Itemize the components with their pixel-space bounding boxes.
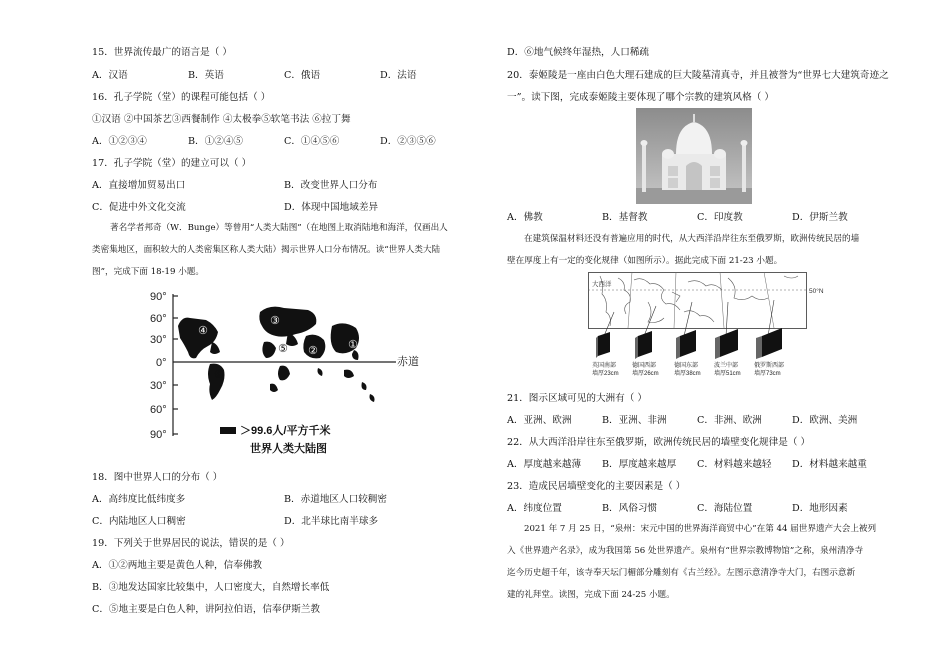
lat-label-90n: 90° [150,291,167,303]
q20-stem-line2: 一”。读下图，完成泰姬陵主要体现了哪个宗教的建筑风格（ ） [507,92,774,103]
intro-21-23-line1: 在建筑保温材料还没有普遍应用的时代，从大西洋沿岸往东至俄罗斯，欧洲传统民居的墙 [524,234,860,244]
q20-option-c[interactable]: C．印度教 [697,212,743,223]
q23-option-c[interactable]: C．海陆位置 [697,503,753,514]
q17-stem: 17．孔子学院（堂）的建立可以（ ） [92,158,252,169]
q15-option-a[interactable]: A．汉语 [92,70,128,81]
q22-option-d[interactable]: D．材料越来越重 [792,459,867,470]
legend-label: ＞99.6人/平方千米 [240,425,331,437]
q17-option-a[interactable]: A．直接增加贸易出口 [92,180,186,191]
region-number-1: ① [348,338,358,351]
q20-option-a[interactable]: A．佛教 [507,212,543,223]
q19-stem: 19．下列关于世界居民的说法，错误的是（ ） [92,538,290,549]
q20-option-d[interactable]: D．伊斯兰教 [792,212,848,223]
q18-option-b[interactable]: B．赤道地区人口较稠密 [284,494,387,505]
q16-items: ①汉语 ②中国茶艺③西餐制作 ④太极拳⑤软笔书法 ⑥拉丁舞 [92,114,351,125]
q16-stem: 16．孔子学院（堂）的课程可能包括（ ） [92,92,271,103]
q15-stem: 15．世界流传最广的语言是（ ） [92,47,232,58]
latitude-label: 50°N [809,288,824,295]
q21-option-a[interactable]: A．亚洲、欧洲 [507,415,572,426]
q16-option-d[interactable]: D．②③⑤⑥ [380,136,436,147]
q18-option-d[interactable]: D．北半球比南半球多 [284,516,379,527]
wall-thickness-germany-east: 墙厚38cm [674,371,701,377]
wall-region-uk-south: 英国南部 [592,363,617,369]
lat-label-0: 0° [156,357,167,369]
q21-option-c[interactable]: C．非洲、欧洲 [697,415,762,426]
q15-option-c[interactable]: C．俄语 [284,70,321,81]
q18-stem: 18．图中世界人口的分布（ ） [92,472,223,483]
q15-option-d[interactable]: D．法语 [380,70,417,81]
wall-region-germany-west: 德国西部 [632,363,657,369]
intro-21-23-line2: 壁在厚度上有一定的变化规律（如图所示）。据此完成下面 21-23 小题。 [507,256,783,266]
q17-option-d[interactable]: D．体现中国地域差异 [284,202,379,213]
q22-option-b[interactable]: B．厚度越来越厚 [602,459,677,470]
wall-region-russia-west: 俄罗斯西部 [754,363,785,369]
q23-option-a[interactable]: A．纬度位置 [507,503,562,514]
intro-24-25-line1: 2021 年 7 月 25 日，“泉州：宋元中国的世界海洋商贸中心”在第 44 届世界遗产大会上被列 [524,524,877,534]
intro-24-25-line3: 迄今历史超千年，该寺奉天坛门楣部分雕刻有《古兰经》。左图示意清净寺大门，右图示意新 [507,568,856,578]
intro-24-25-line2: 入《世界遗产名录》，成为我国第 56 处世界遗产。泉州有“世界宗教博物馆”之称，泉州清净寺 [507,546,864,556]
q20-option-b[interactable]: B．基督教 [602,212,648,223]
taj-mahal-photo [636,108,752,204]
lat-label-60s: 60° [150,404,167,416]
region-number-3: ③ [270,314,280,327]
lat-label-60n: 60° [150,313,167,325]
ocean-label: 大西洋 [592,281,612,288]
region-number-4: ④ [198,324,208,337]
europe-wall-map [588,272,828,384]
q19-option-d[interactable]: D．⑥地气候终年湿热，人口稀疏 [507,47,650,58]
lat-label-30s: 30° [150,380,167,392]
q19-option-a[interactable]: A．①②两地主要是黄色人种，信奉佛教 [92,560,263,571]
wall-labels [592,361,784,377]
region-number-6: ⑥ [214,368,224,381]
q18-option-a[interactable]: A．高纬度比低纬度多 [92,494,186,505]
q16-option-a[interactable]: A．①②③④ [92,136,147,147]
wall-region-poland-central: 波兰中部 [714,363,739,369]
q21-option-d[interactable]: D．欧洲、美洲 [792,415,858,426]
q17-option-c[interactable]: C．促进中外文化交流 [92,202,186,213]
wall-blocks [596,328,782,359]
q16-option-c[interactable]: C．①④⑤⑥ [284,136,340,147]
map-caption: 世界人类大陆图 [250,443,327,455]
wall-thickness-poland-central: 墙厚51cm [714,371,741,377]
q22-option-c[interactable]: C．材料越来越轻 [697,459,772,470]
equator-label: 赤道 [397,356,419,368]
q23-stem: 23．造成民居墙壁变化的主要因素是（ ） [507,481,686,492]
q23-option-b[interactable]: B．风俗习惯 [602,503,658,514]
q15-option-b[interactable]: B．英语 [188,70,224,81]
intro-24-25-line4: 建的礼拜堂。读图，完成下面 24-25 小题。 [507,590,675,600]
q22-option-a[interactable]: A．厚度越来越薄 [507,459,582,470]
q16-option-b[interactable]: B．①②④⑤ [188,136,244,147]
intro-18-19-line3: 图”，完成下面 18-19 小题。 [92,267,204,277]
lat-label-90s: 90° [150,429,167,441]
lat-label-30n: 30° [150,334,167,346]
q23-option-d[interactable]: D．地形因素 [792,503,848,514]
q21-stem: 21．图示区域可见的大洲有（ ） [507,393,647,404]
q22-stem: 22．从大西洋沿岸往东至俄罗斯，欧洲传统民居的墙壁变化规律是（ ） [507,437,811,448]
wall-thickness-russia-west: 墙厚73cm [754,371,781,377]
legend-swatch [220,427,236,434]
wall-thickness-uk-south: 墙厚23cm [592,371,619,377]
wall-thickness-germany-west: 墙厚26cm [632,371,659,377]
wall-region-germany-east: 德国东部 [674,363,699,369]
intro-18-19-line2: 类密集地区，面积较大的人类密集区称人类大陆）揭示世界人口分布情况。读“世界人类大陆 [92,245,441,255]
q19-option-c[interactable]: C．⑤地主要是白色人种，讲阿拉伯语，信奉伊斯兰教 [92,604,320,615]
region-number-5: ⑤ [278,342,288,355]
region-number-2: ② [308,344,318,357]
q20-stem-line1: 20．泰姬陵是一座由白色大理石建成的巨大陵墓清真寺，并且被誉为“世界七大建筑奇迹之 [507,70,889,81]
intro-18-19-line1: 著名学者邦奇（W．Bunge）等曾用“人类大陆图”（在地图上取消陆地和海洋，仅画出人 [110,223,448,233]
q19-option-b[interactable]: B．③地发达国家比较集中，人口密度大，自然增长率低 [92,582,330,593]
q18-option-c[interactable]: C．内陆地区人口稠密 [92,516,186,527]
world-population-map [148,286,428,458]
q21-option-b[interactable]: B．亚洲、非洲 [602,415,667,426]
q17-option-b[interactable]: B．改变世界人口分布 [284,180,378,191]
